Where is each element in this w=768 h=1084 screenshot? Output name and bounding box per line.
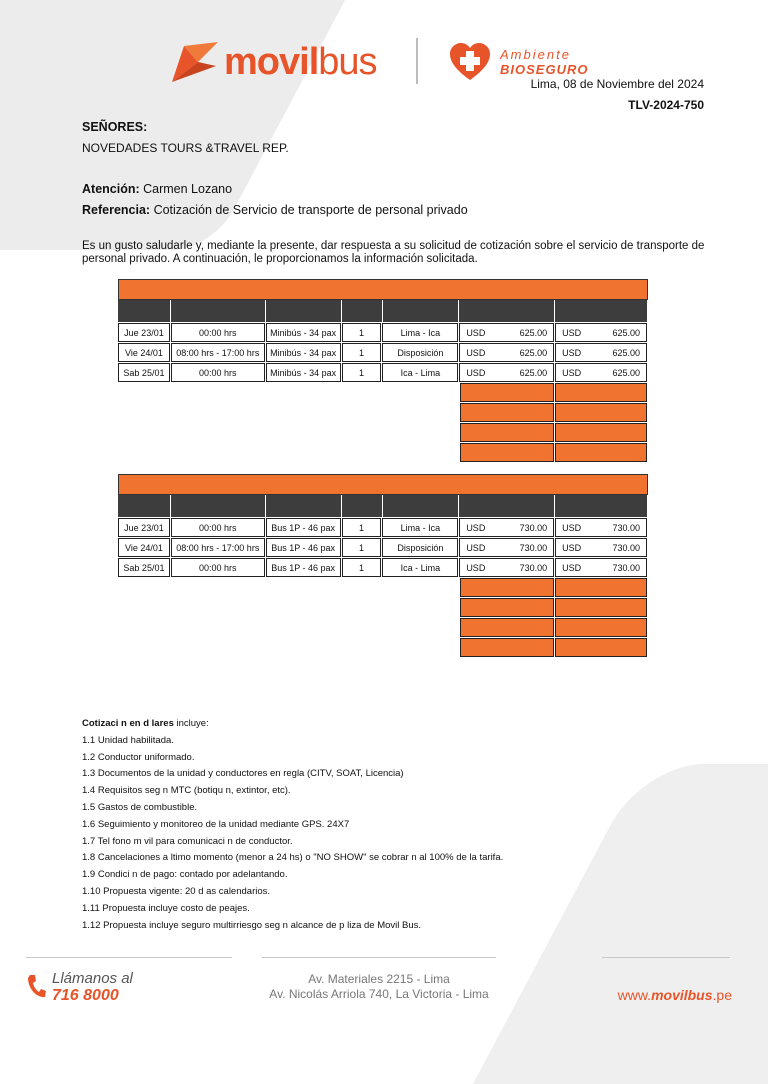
summary-cell [460, 423, 555, 442]
cell-date: Jue 23/01 [118, 323, 170, 342]
cell-vehicle: Bus 1P - 46 pax [266, 538, 341, 557]
cell-route: Ica - Lima [382, 558, 458, 577]
cell-price: USD 730.00 [459, 538, 554, 557]
summary-row [118, 423, 648, 443]
cell-price: USD 625.00 [459, 363, 554, 382]
summary-cell [460, 578, 555, 597]
table-header-cell [555, 495, 647, 517]
condition-item: 1.9 Condici n de pago: contado por adelantando. [82, 869, 288, 881]
document-date: Lima, 08 de Noviembre del 2024 [530, 77, 704, 91]
cell-time: 00:00 hrs [171, 363, 265, 382]
cell-date: Sab 25/01 [118, 558, 170, 577]
table-header-cell [342, 300, 382, 322]
table-row [118, 363, 648, 383]
summary-cell [555, 578, 647, 597]
document-code: TLV-2024-750 [628, 98, 704, 112]
condition-item: 1.3 Documentos de la unidad y conductores en regla (CITV, SOAT, Licencia) [82, 768, 404, 780]
summary-cell [460, 618, 555, 637]
summary-cell [555, 403, 647, 422]
address-line1: Av. Materiales 2215 - Lima [308, 972, 450, 986]
summary-row [118, 443, 648, 463]
table-header-cell [555, 300, 647, 322]
cell-price: USD 730.00 [459, 518, 554, 537]
cell-vehicle: Minibús - 34 pax [266, 363, 341, 382]
intro-paragraph: Es un gusto saludarle y, mediante la presente, dar respuesta a su solicitud de cotización sobre el servicio de transporte de personal privado. A continuación, le proporcionamos la información solicitada. [82, 240, 705, 265]
conditions-list [82, 716, 503, 934]
summary-cell [460, 383, 555, 402]
table-header-cell [459, 495, 554, 517]
cell-qty: 1 [342, 538, 382, 557]
cell-vehicle: Bus 1P - 46 pax [266, 518, 341, 537]
quote-table-bus [118, 474, 648, 658]
cell-price: USD 730.00 [459, 558, 554, 577]
condition-item: 1.12 Propuesta incluye seguro multirriesgo seg n alcance de p liza de Movil Bus. [82, 919, 422, 931]
cell-date: Sab 25/01 [118, 363, 170, 382]
summary-cell [555, 618, 647, 637]
table-header-cell [266, 495, 341, 517]
cell-time: 08:00 hrs - 17:00 hrs [171, 538, 265, 557]
condition-item: 1.6 Seguimiento y monitoreo de la unidad mediante GPS. 24X7 [82, 818, 350, 830]
table-header-cell [383, 300, 459, 322]
footer-line-left [26, 957, 232, 958]
table-header-cell [171, 495, 265, 517]
quote-table-minibus [118, 279, 648, 463]
cell-route: Disposición [382, 538, 458, 557]
cell-qty: 1 [342, 323, 382, 342]
phone-number: 716 8000 [52, 987, 119, 1004]
table-header-row [118, 495, 648, 518]
summary-row [118, 383, 648, 403]
table-header-cell [171, 300, 265, 322]
attention-name: Carmen Lozano [143, 182, 233, 196]
table-header-cell [118, 300, 170, 322]
summary-cell [555, 383, 647, 402]
cell-time: 00:00 hrs [171, 323, 265, 342]
condition-item: 1.2 Conductor uniformado. [82, 751, 195, 763]
cell-date: Jue 23/01 [118, 518, 170, 537]
bio-line2: BIOSEGURO [500, 62, 589, 77]
cell-total: USD 730.00 [555, 518, 647, 537]
cell-vehicle: Minibús - 34 pax [266, 323, 341, 342]
cell-vehicle: Minibús - 34 pax [266, 343, 341, 362]
cell-qty: 1 [342, 518, 382, 537]
recipient-label: SEÑORES: [82, 120, 148, 134]
table-header-row [118, 300, 648, 323]
cell-vehicle: Bus 1P - 46 pax [266, 558, 341, 577]
cell-date: Vie 24/01 [118, 538, 170, 557]
cell-total: USD 730.00 [555, 538, 647, 557]
summary-cell [460, 403, 555, 422]
cell-time: 00:00 hrs [171, 518, 265, 537]
table-row [118, 518, 648, 538]
footer-line-right [602, 957, 730, 958]
summary-cell [555, 598, 647, 617]
summary-cell [460, 598, 555, 617]
summary-row [118, 638, 648, 658]
footer-line-center [262, 957, 496, 958]
background-shape-bottom-right [473, 764, 768, 1084]
reference-line [82, 203, 468, 217]
address-line2: Av. Nicolás Arriola 740, La Victoria - Lima [269, 987, 489, 1001]
cell-total: USD 625.00 [555, 363, 647, 382]
cell-total: USD 625.00 [555, 323, 647, 342]
summary-cell [555, 638, 647, 657]
condition-item: 1.7 Tel fono m vil para comunicaci n de conductor. [82, 835, 293, 847]
summary-row [118, 598, 648, 618]
table-title-bar [118, 279, 648, 300]
cell-total: USD 625.00 [555, 343, 647, 362]
footer-address [236, 972, 522, 1002]
summary-row [118, 403, 648, 423]
website-link[interactable]: www.movilbus.pe [617, 987, 732, 1003]
heart-cross-icon [448, 42, 492, 82]
attention-line [82, 182, 232, 196]
cell-route: Ica - Lima [382, 363, 458, 382]
table-header-cell [342, 495, 382, 517]
condition-item: 1.8 Cancelaciones a ltimo momento (menor a 24 hs) o "NO SHOW" se cobrar n al 100% de la tarifa. [82, 852, 504, 864]
reference-label: Referencia: [82, 203, 151, 217]
summary-cell [460, 638, 555, 657]
cell-price: USD 625.00 [459, 323, 554, 342]
cell-qty: 1 [342, 343, 382, 362]
cell-qty: 1 [342, 363, 382, 382]
header-divider [416, 38, 418, 84]
condition-item: 1.1 Unidad habilitada. [82, 734, 174, 746]
reference-text: Cotización de Servicio de transporte de personal privado [153, 203, 468, 217]
movilbus-logo-icon [168, 40, 220, 84]
attention-label: Atención: [82, 182, 140, 196]
cell-date: Vie 24/01 [118, 343, 170, 362]
summary-row [118, 578, 648, 598]
conditions-heading: Cotizaci n en d lares incluye: [82, 718, 209, 729]
table-row [118, 558, 648, 578]
cell-time: 08:00 hrs - 17:00 hrs [171, 343, 265, 362]
movilbus-wordmark: movilbus [224, 40, 377, 83]
condition-item: 1.11 Propuesta incluye costo de peajes. [82, 902, 250, 914]
cell-route: Lima - Ica [382, 323, 458, 342]
bioseguro-logo [448, 42, 588, 82]
recipient-company: NOVEDADES TOURS &TRAVEL REP. [82, 141, 289, 155]
summary-cell [460, 443, 555, 462]
table-header-cell [459, 300, 554, 322]
cell-qty: 1 [342, 558, 382, 577]
cell-price: USD 625.00 [459, 343, 554, 362]
table-header-cell [383, 495, 459, 517]
bio-line1: Ambiente [500, 47, 571, 62]
call-label: Llámanos al [52, 970, 133, 987]
summary-cell [555, 443, 647, 462]
table-header-cell [118, 495, 170, 517]
summary-row [118, 618, 648, 638]
table-row [118, 538, 648, 558]
movilbus-logo [168, 40, 377, 84]
footer-phone [26, 970, 133, 1004]
cell-route: Lima - Ica [382, 518, 458, 537]
cell-time: 00:00 hrs [171, 558, 265, 577]
table-row [118, 323, 648, 343]
cell-route: Disposición [382, 343, 458, 362]
phone-icon [26, 974, 46, 1000]
condition-item: 1.5 Gastos de combustible. [82, 801, 198, 813]
table-row [118, 343, 648, 363]
table-header-cell [266, 300, 341, 322]
summary-cell [555, 423, 647, 442]
condition-item: 1.4 Requisitos seg n MTC (botiqu n, extintor, etc). [82, 785, 291, 797]
cell-total: USD 730.00 [555, 558, 647, 577]
table-title-bar [118, 474, 648, 495]
condition-item: 1.10 Propuesta vigente: 20 d as calendarios. [82, 885, 271, 897]
